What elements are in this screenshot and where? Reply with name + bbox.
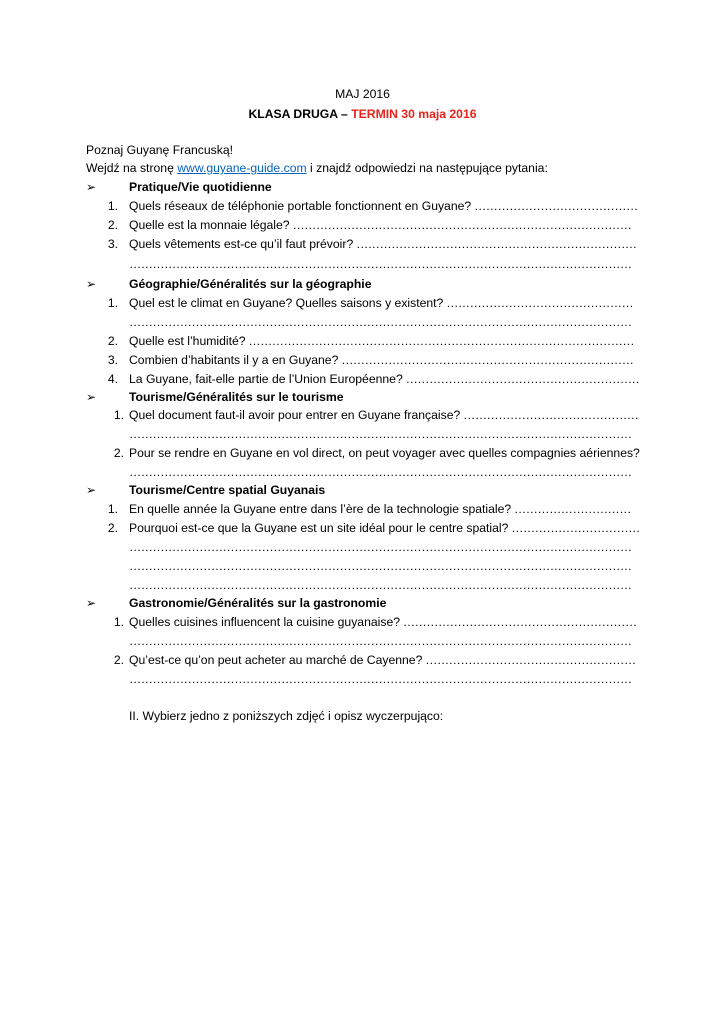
guyane-guide-link[interactable]: www.guyane-guide.com <box>177 161 307 175</box>
answer-line: ……………………………………………………………………………………… <box>245 334 635 348</box>
question-text: Quelle est l’humidité? <box>129 334 246 348</box>
question-number: 2. <box>107 334 118 348</box>
question <box>129 237 637 252</box>
answer-line: ………………………………………… <box>443 296 634 310</box>
question <box>129 521 640 536</box>
answer-line: …………………………………………………………………………… <box>289 218 632 232</box>
question-number: 2. <box>113 653 124 667</box>
bullet-arrow-icon: ➢ <box>86 483 97 497</box>
intro-line-2-pre: Wejdź na stronę <box>86 161 178 175</box>
question <box>129 296 633 311</box>
question <box>129 353 633 368</box>
question-text: Pour se rendre en Guyane en vol direct, on peut voyager avec quelles compagnies aériennes? <box>129 446 640 460</box>
question-number: 4. <box>107 372 118 386</box>
intro-line-2 <box>86 161 548 176</box>
question <box>129 446 640 461</box>
intro-line-2-post: i znajdź odpowiedzi na następujące pytania: <box>306 161 548 175</box>
question-number: 1. <box>107 199 118 213</box>
document-title <box>0 107 725 122</box>
question-number: 1. <box>113 408 124 422</box>
question-number: 3. <box>107 237 118 251</box>
question <box>129 372 639 387</box>
question-number: 2. <box>113 446 124 460</box>
question-text: Quel document faut-il avoir pour entrer en Guyane française? <box>129 408 461 422</box>
question-number: 1. <box>107 502 118 516</box>
answer-line: ………………………………………………………………………………………………………………… <box>129 540 632 554</box>
answer-line: ………………………………………………………………………………………………………………… <box>129 315 632 329</box>
answer-line: ………………………………………………………………………………………………………………… <box>129 257 632 271</box>
question <box>129 615 637 630</box>
question-text: Quelles cuisines influencent la cuisine guyanaise? <box>129 615 400 629</box>
question-number: 2. <box>107 521 118 535</box>
answer-line: ……………………………………………… <box>422 653 636 667</box>
answer-line: ………………………………………………………………… <box>338 353 634 367</box>
section-title: Pratique/Vie quotidienne <box>129 180 272 194</box>
question-number: 3. <box>107 353 118 367</box>
answer-line: …………………………………………………… <box>400 615 637 629</box>
answer-line: …………………………………… <box>471 199 638 213</box>
answer-line: ………………………………………………………………………………………………………………… <box>129 672 632 686</box>
question <box>129 334 634 349</box>
answer-line: ………………………………………………………………………………………………………………… <box>129 578 632 592</box>
question <box>129 199 638 214</box>
term-label: TERMIN 30 maja 2016 <box>351 107 477 121</box>
answer-line: ………………………………………………………………………………………………………………… <box>129 559 632 573</box>
question-text: Qu’est-ce qu’on peut acheter au marché de Cayenne? <box>129 653 423 667</box>
question-text: Quel est le climat en Guyane? Quelles saisons y existent? <box>129 296 444 310</box>
bullet-arrow-icon: ➢ <box>86 596 97 610</box>
question <box>129 653 636 668</box>
section-title: Tourisme/Centre spatial Guyanais <box>129 483 326 497</box>
question-text: Combien d’habitants il y a en Guyane? <box>129 353 339 367</box>
answer-line: …………………………………………………… <box>402 372 640 386</box>
question-text: En quelle année la Guyane entre dans l’ère de la technologie spatiale? <box>129 502 512 516</box>
bullet-arrow-icon: ➢ <box>86 180 97 194</box>
intro-line-1: Poznaj Guyanę Francuską! <box>86 143 234 157</box>
answer-line: ………………………………………………………………………………………………………………… <box>129 634 632 648</box>
class-label: KLASA DRUGA – <box>248 107 352 121</box>
section-title: Gastronomie/Généralités sur la gastronomie <box>129 596 387 610</box>
answer-line: ………………………………………………………………………………………………………………… <box>129 465 632 479</box>
question-number: 2. <box>107 218 118 232</box>
answer-line: ……………………………………… <box>460 408 639 422</box>
answer-line: ……………………………………………………………… <box>353 237 637 251</box>
answer-line: ………………………………………………………………………………………………………………… <box>129 427 632 441</box>
question-text: La Guyane, fait-elle partie de l’Union Européenne? <box>129 372 403 386</box>
section-title: Tourisme/Généralités sur le tourisme <box>129 390 344 404</box>
answer-line: ………………………… <box>511 502 631 516</box>
question-text: Quels réseaux de téléphonie portable fonctionnent en Guyane? <box>129 199 472 213</box>
question <box>129 218 631 233</box>
bullet-arrow-icon: ➢ <box>86 277 97 291</box>
bullet-arrow-icon: ➢ <box>86 390 97 404</box>
question <box>129 408 638 423</box>
document-date: MAJ 2016 <box>335 87 390 101</box>
question <box>129 502 631 517</box>
answer-line: …………………………… <box>508 521 640 535</box>
question-number: 1. <box>107 296 118 310</box>
part-2-instruction: II. Wybierz jedno z poniższych zdjęć i opisz wyczerpująco: <box>129 709 444 723</box>
question-text: Pourquoi est-ce que la Guyane est un site idéal pour le centre spatial? <box>129 521 509 535</box>
question-text: Quels vêtements est-ce qu’il faut prévoir? <box>129 237 354 251</box>
question-number: 1. <box>113 615 124 629</box>
question-text: Quelle est la monnaie légale? <box>129 218 290 232</box>
section-title: Géographie/Généralités sur la géographie <box>129 277 372 291</box>
